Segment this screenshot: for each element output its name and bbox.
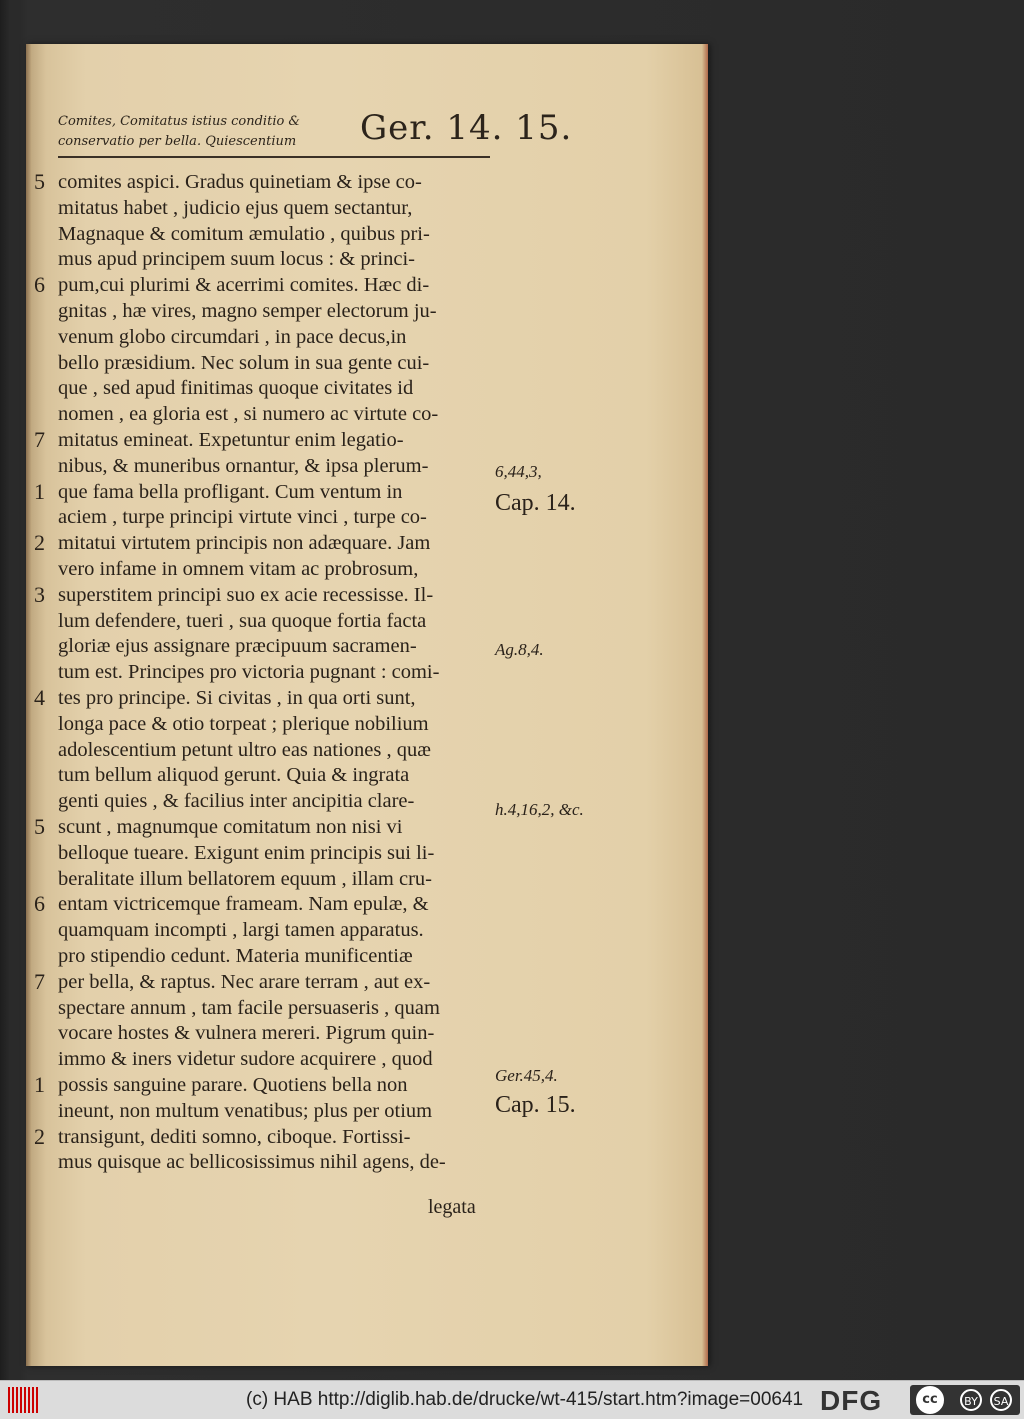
text-line: gnitas , hæ vires, magno semper electorum ju-: [58, 300, 437, 322]
dfg-logo: DFG: [820, 1385, 883, 1416]
text-line: quamquam incompti , largi tamen apparatus.: [58, 919, 424, 942]
text-line: belloque tueare. Exigunt enim principis sui li-: [58, 841, 435, 864]
text-line: nibus, & muneribus ornantur, & ipsa plerum-: [58, 454, 429, 477]
text-line: aciem , turpe principi virtute vinci , turpe co-: [58, 506, 427, 529]
text-line: nomen , ea gloria est , si numero ac virtute co-: [58, 403, 439, 426]
line-number: 1: [34, 478, 45, 504]
text-line: adolescentium petunt ultro eas nationes , quæ: [58, 738, 431, 761]
text-line: spectare annum , tam facile persuaseris , quam: [58, 996, 440, 1019]
margin-chapter-15: Cap. 15.: [495, 1092, 576, 1118]
text-line: transigunt, dediti somno, ciboque. Fortissi-: [58, 1125, 411, 1148]
line-number: 3: [34, 581, 45, 607]
margin-chapter-14: Cap. 14.: [495, 490, 576, 516]
page-red-edge: [702, 44, 708, 1366]
line-number: 1: [34, 1072, 45, 1097]
text-line: genti quies , & facilius inter ancipitia clare-: [58, 790, 415, 813]
text-line: lum defendere, tueri , sua quoque fortia facta: [58, 609, 427, 632]
text-line: que , sed apud finitimas quoque civitates id: [58, 377, 414, 400]
copyright-link[interactable]: (c) HAB http://diglib.hab.de/drucke/wt-415/start.htm?image=00641: [246, 1389, 804, 1410]
text-line: que fama bella profligant. Cum ventum in: [58, 480, 403, 503]
running-head-right: Ger. 14. 15.: [360, 108, 573, 148]
line-number: 2: [34, 1123, 45, 1149]
margin-note-3: h.4,16,2, &c.: [495, 800, 584, 819]
line-number: 6: [34, 272, 45, 298]
line-number: 4: [34, 685, 45, 710]
text-line: mitatui virtutem principis non adæquare. Jam: [58, 532, 431, 555]
text-line: entam victricemque frameam. Nam epulæ, &: [58, 893, 429, 916]
text-line: longa pace & otio torpeat ; plerique nobilium: [58, 712, 429, 735]
line-number: 7: [34, 427, 45, 452]
line-number: 5: [34, 169, 45, 194]
running-head-left: [58, 112, 358, 152]
margin-note-2: Ag.8,4.: [495, 640, 544, 659]
line-number: 5: [34, 814, 45, 839]
text-line: pro stipendio cedunt. Materia munificentiæ: [58, 945, 413, 967]
text-line: vocare hostes & vulnera mereri. Pigrum quin-: [58, 1022, 435, 1045]
text-line: mus quisque ac bellicosissimus nihil agens, de-: [58, 1151, 446, 1174]
text-line: pum,cui plurimi & acerrimi comites. Hæc di-: [58, 274, 430, 297]
page-gutter: [26, 44, 32, 1366]
text-line: mitatus emineat. Expetuntur enim legatio-: [58, 429, 404, 451]
cc-icon: cc: [916, 1386, 944, 1414]
line-number: 6: [34, 891, 45, 917]
cc-by-icon: BY: [960, 1389, 982, 1411]
text-line: immo & iners videtur sudore acquirere , quod: [58, 1048, 433, 1071]
text-line: superstitem principi suo ex acie recessisse. Il-: [58, 583, 434, 606]
text-line: ineunt, non multum venatibus; plus per otium: [58, 1099, 433, 1122]
text-line: venum globo circumdari , in pace decus,in: [58, 325, 407, 348]
line-number: 7: [34, 968, 45, 994]
text-line: mus apud principem suum locus : & princi-: [58, 248, 415, 271]
running-head-line-2: conservatio per bella. Quiescentium: [58, 134, 297, 149]
text-line: vero infame in omnem vitam ac probrosum,: [58, 558, 419, 580]
text-line: scunt , magnumque comitatum non nisi vi: [58, 816, 403, 838]
barcode-icon: [8, 1387, 38, 1413]
text-line: tes pro principe. Si civitas , in qua orti sunt,: [58, 687, 416, 709]
text-line: mitatus habet , judicio ejus quem sectantur,: [58, 196, 413, 219]
catchword: legata: [428, 1196, 476, 1218]
line-number: 2: [34, 530, 45, 556]
text-line: possis sanguine parare. Quotiens bella non: [58, 1074, 408, 1096]
footer-bar: [0, 1380, 1024, 1419]
text-line: bello præsidium. Nec solum in sua gente cui-: [58, 351, 430, 374]
margin-note-4: Ger.45,4.: [495, 1066, 558, 1085]
text-line: tum est. Principes pro victoria pugnant : comi-: [58, 661, 440, 684]
cc-sa-icon: SA: [990, 1389, 1012, 1411]
text-line: comites aspici. Gradus quinetiam & ipse co-: [58, 171, 422, 193]
text-line: gloriæ ejus assignare præcipuum sacramen-: [58, 635, 417, 658]
text-line: beralitate illum bellatorem equum , illam cru-: [58, 867, 432, 890]
text-line: Magnaque & comitum æmulatio , quibus pri-: [58, 222, 430, 245]
running-head-line-1: Comites, Comitatus istius conditio &: [58, 114, 301, 129]
cc-license-badge[interactable]: [910, 1385, 1020, 1415]
text-line: per bella, & raptus. Nec arare terram , aut ex-: [58, 970, 431, 993]
header-rule: [58, 156, 490, 158]
margin-note-1: 6,44,3,: [495, 462, 542, 481]
text-line: tum bellum aliquod gerunt. Quia & ingrata: [58, 764, 410, 787]
